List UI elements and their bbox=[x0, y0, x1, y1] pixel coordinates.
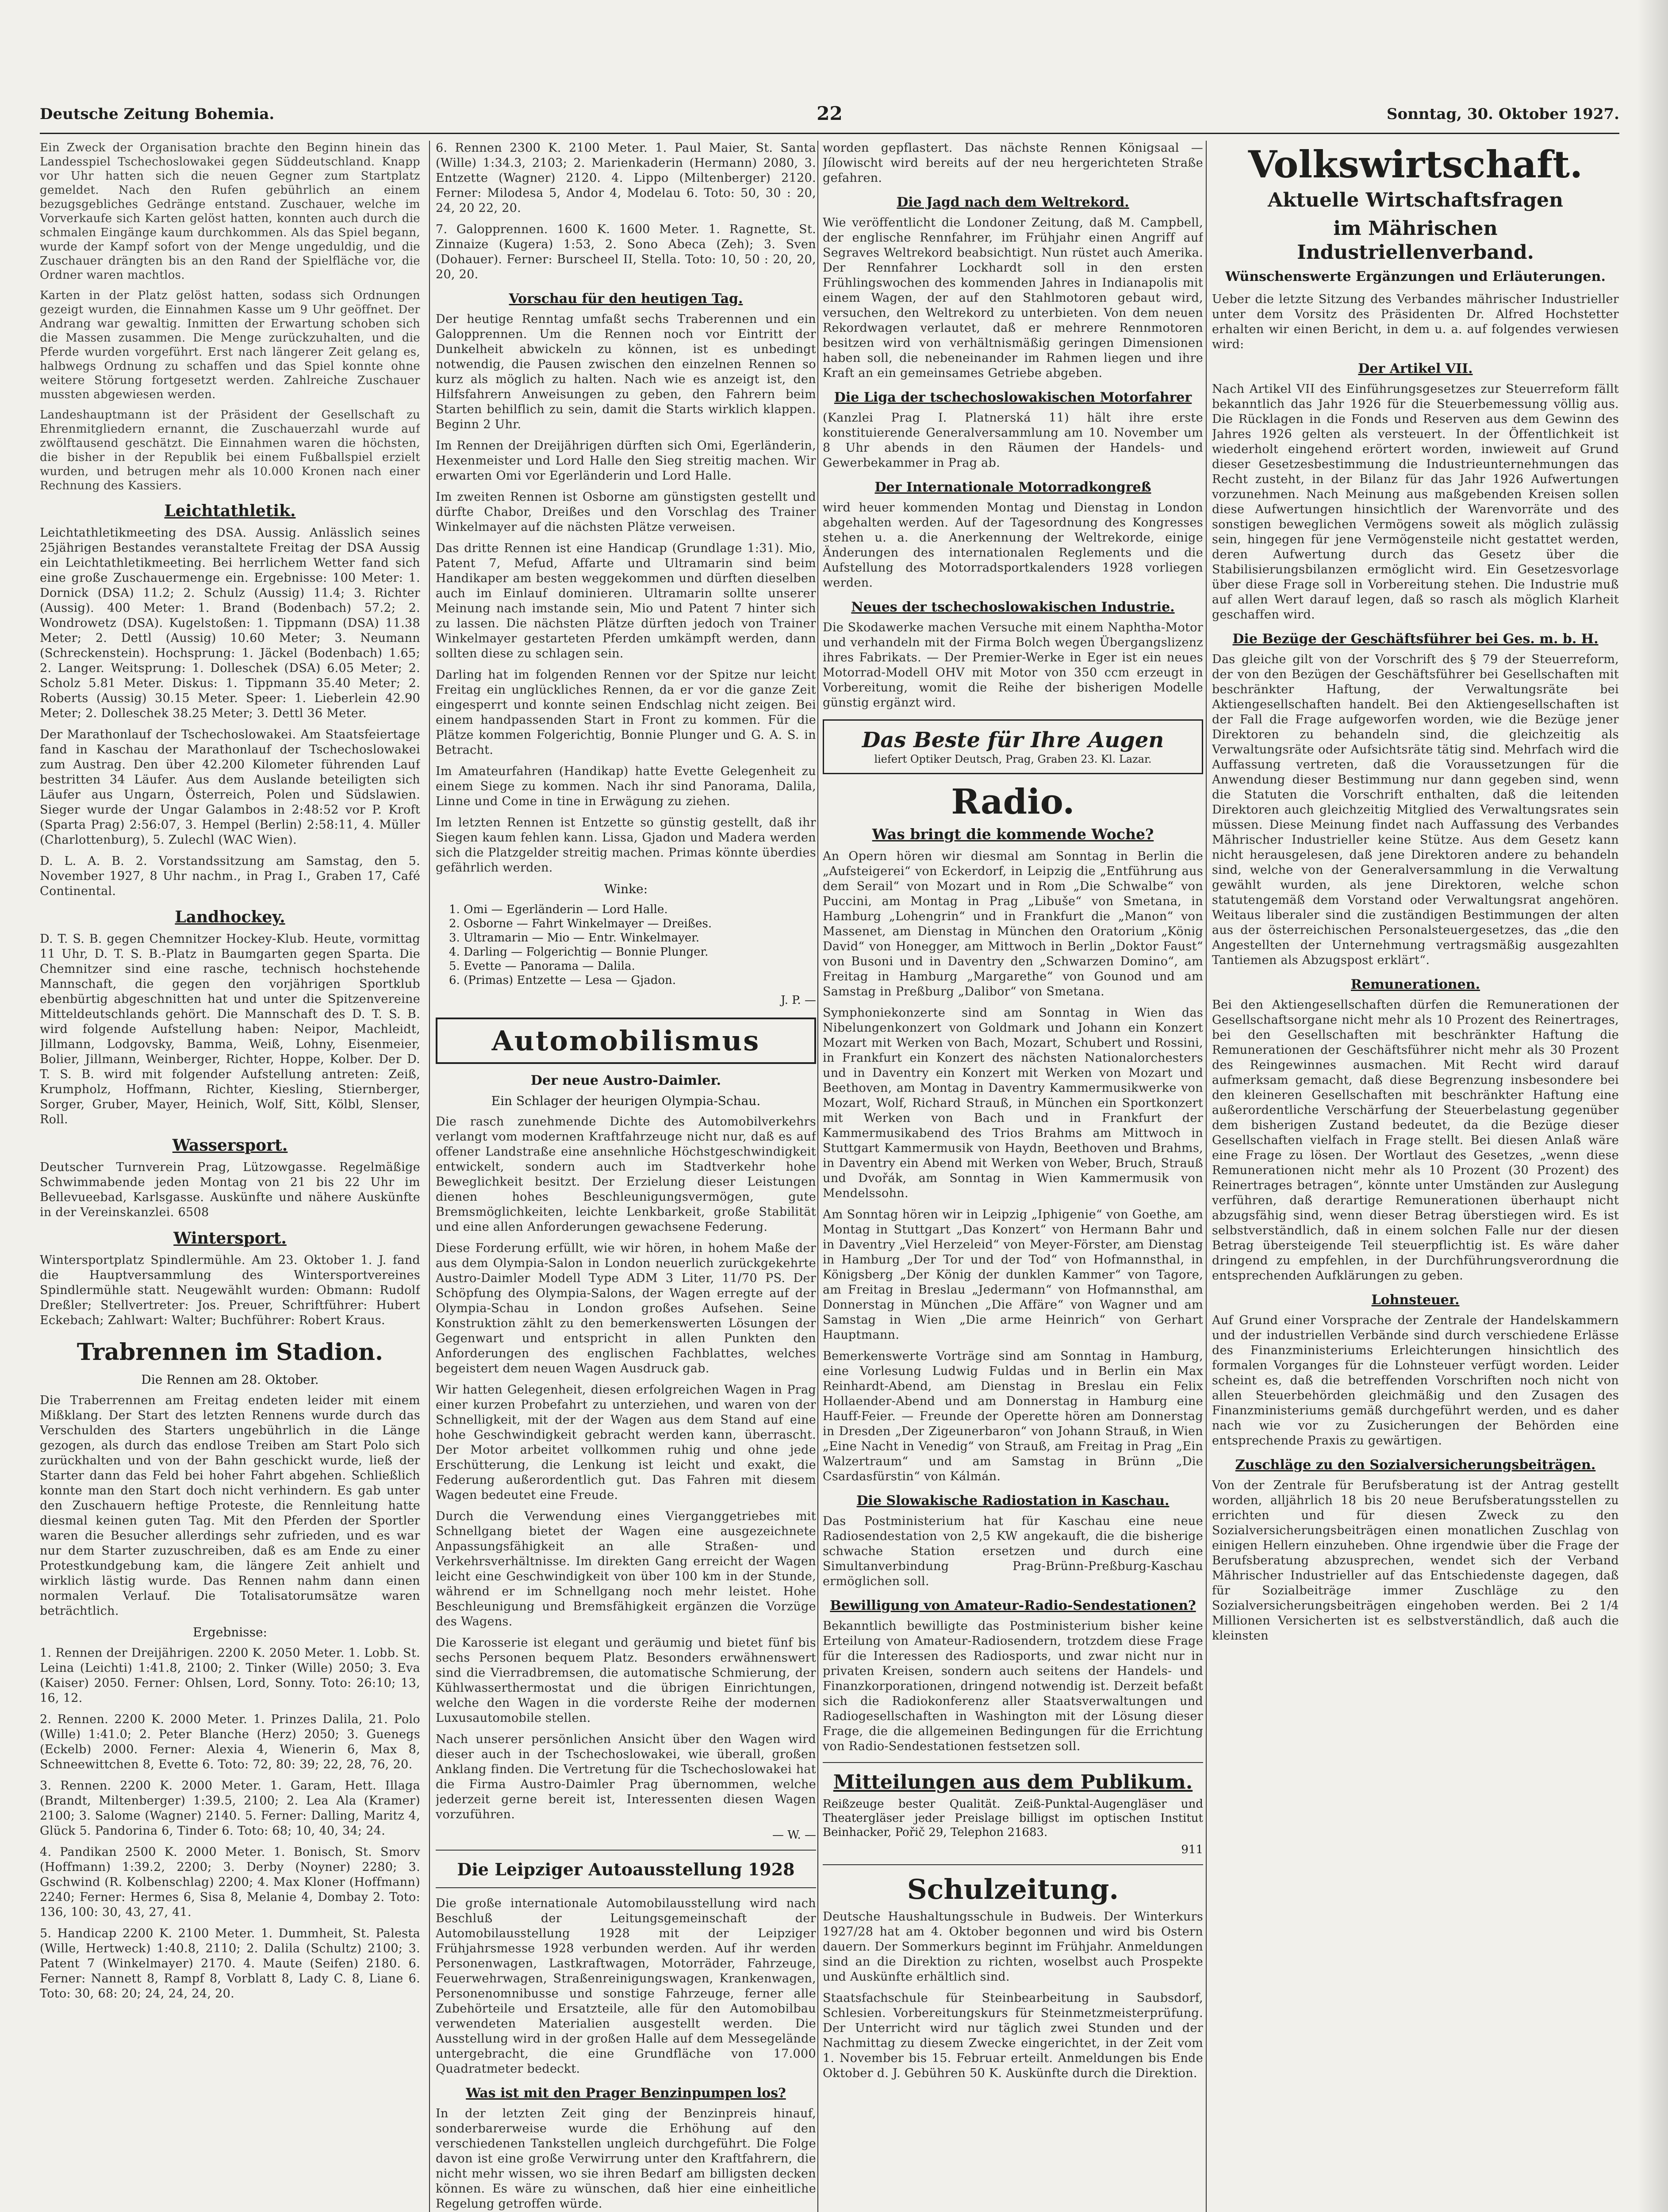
section-heading-leichtathletik: Leichtathletik. bbox=[164, 502, 296, 520]
article-paragraph: wird heuer kommenden Montag und Dienstag in London abgehalten werden. Auf der Tagesordnung des Kongresses stehen u. a. die Anerkennung der Weltrekorde, einige Änderungen des internationalen Reglements und die Aufstellung des Motorradsportkalenders 1928 vorliegen werden. bbox=[823, 501, 1203, 590]
article-paragraph: Nach unserer persönlichen Ansicht über den Wagen wird dieser auch in der Tschechoslowakei, wie überall, großen Anklang finden. Die Vertretung für die Tschechoslowakei hat die Firma Austro-Daimler Prag übernommen, welche jederzeit gerne bereit ist, Interessenten diesen Wagen vorzuführen. bbox=[436, 1732, 816, 1821]
article-paragraph: Landeshauptmann ist der Präsident der Gesellschaft zu Ehrenmitgliedern ernannt, die Zuschauerzahl wurde auf zwölftausend geschätzt. Die Einnahmen waren die höchsten, die bisher in der Republik bei einem Fußballspiel erzielt wurden, und betrugen mehr als 10.000 Kronen nach einer Rechnung des Kassiers. bbox=[40, 408, 420, 492]
tips-heading: Winke: bbox=[604, 882, 648, 896]
article-paragraph: (Kanzlei Prag I. Platnerská 11) hält ihre erste konstituierende Generalversammlung am 10. November um 8 Uhr abends in den Räumen der Handels- und Gewerbekammer in Prag ab. bbox=[823, 411, 1203, 470]
subheadline: im Mährischen Industriellenverband. bbox=[1297, 217, 1534, 264]
issue-date: Sonntag, 30. Oktober 1927. bbox=[1386, 105, 1619, 123]
result-paragraph: 1. Rennen der Dreijährigen. 2200 K. 2050 Meter. 1. Lobb. St. Leina (Leichti) 1:41.8, 2100; 2. Tinker (Wille) 2050; 3. Eva (Kaiser) 2050. Ferner: Ohlsen, Lord, Sonny. Toto: 26:10; 13, 16, 12. bbox=[40, 1646, 420, 1705]
article-paragraph: Ueber die letzte Sitzung des Verbandes mährischer Industrieller unter dem Vorsitz des Präsidenten Dr. Alfred Hochstetter erhalten wir einen Bericht, in dem u. a. auf folgendes verwiesen wird: bbox=[1212, 292, 1619, 351]
author-signature: — W. — bbox=[772, 1828, 816, 1842]
section-heading: Bewilligung von Amateur-Radio-Sendestationen? bbox=[830, 1598, 1196, 1613]
tip-item: 5. Evette — Panorama — Dalila. bbox=[449, 960, 635, 973]
article-paragraph: Das dritte Rennen ist eine Handicap (Grundlage 1:31). Mio, Patent 7, Mefud, Affarte und Ultramarin sind beim Handikaper am besten weggekommen und dürften dieselben auch im Einlauf dominieren. Ultramarin sollte unserer Meinung nach imstande sein, Mio und Patent 7 hinter sich zu lassen. Die nächsten Plätze dürften jedoch von Trainer Winkelmayer gestarteten Pferden umkämpft werden, dann sollten diese zu schlagen sein. bbox=[436, 541, 816, 661]
headline-schulzeitung: Schulzeitung. bbox=[907, 1873, 1119, 1905]
article-paragraph: Deutsche Haushaltungsschule in Budweis. Der Winterkurs 1927/28 hat am 4. Oktober begonnen und wird bis Ostern dauern. Der Sommerkurs beginnt im Frühjahr. Anmeldungen sind an die Direktion zu richten, woselbst auch Prospekte und Auskünfte erhältlich sind. bbox=[823, 1910, 1203, 1984]
article-paragraph: Deutscher Turnverein Prag, Lützowgasse. Regelmäßige Schwimmabende jeden Montag von 21 bis 22 Uhr im Bellevueebad, Karlsgasse. Auskünfte und nähere Auskünfte in der Vereinskanzlei. 6508 bbox=[40, 1160, 420, 1219]
article-paragraph: Wie veröffentlicht die Londoner Zeitung, daß M. Campbell, der englische Rennfahrer, im Frühjahr einen Angriff auf Segraves Weltrekord beabsichtigt. Nun rüstet auch Amerika. Der Rennfahrer Lockhardt soll in den ersten Frühlingswochen des kommenden Jahres in Indianapolis mit einem Wagen, der auf den Stahlmotoren gebaut wird, versuchen, den Weltrekord zu unterbieten. Von dem neuen Rekordwagen verlautet, daß er mehrere Rennmotoren besitzen wird von verhältnismäßig geringen Dimensionen haben soll, die nebeneinander im Rahmen liegen und ihre Kraft an ein gemeinsames Getriebe abgeben. bbox=[823, 216, 1203, 380]
article-paragraph: worden gepflastert. Das nächste Rennen Königsaal — Jílowischt wird bereits auf der neu hergerichteten Straße gefahren. bbox=[823, 141, 1203, 185]
tip-item: 2. Osborne — Fahrt Winkelmayer — Dreißes. bbox=[449, 917, 712, 930]
result-paragraph: 3. Rennen. 2200 K. 2000 Meter. 1. Garam, Hett. Illaga (Brandt, Miltenberger) 1:39.5, 2100; 2. Lea Ala (Kramer) 2100; 3. Salome (Wagner) 2140. 5. Ferner: Dalling, Maritz 4, Glück 5. Pandorina 6, Tinder 6. Toto: 68; 10, 40, 34; 24. bbox=[40, 1779, 420, 1838]
article-paragraph: Symphoniekonzerte sind am Sonntag in Wien das Nibelungenkonzert von Goldmark und Johann ein Konzert Mozart mit Werken von Bach, Mozart, Schubert und Rossini, in Frankfurt ein Konzert des nächsten Nationalorchesters und in Daventry ein Konzert mit Werken von Mozart und Beethoven, am Montag in Daventry Kammermusikwerke von Mozart, Wolf, Richard Strauß, in München ein Sportkonzert mit Werken von Bach und in Frankfurt der Kammermusikabend des Trios Brahms am Mittwoch in Stuttgart Kammermusik von Haydn, Beethoven und Brahms, in Daventry ein Abend mit Werken von Weber, Bruch, Strauß und Dvořák, am Sonntag in Wien Kammermusik von Mendelssohn. bbox=[823, 1006, 1203, 1200]
result-paragraph: 2. Rennen. 2200 K. 2000 Meter. 1. Prinzes Dalila, 21. Polo (Wille) 1:41.0; 2. Peter Blanche (Herz) 2050; 3. Guenegs (Eckelb) 2000. Ferner: Alexia 4, Wienerin 6, Max 8, Schneewittchen 8, Evette 6. Toto: 72, 80: 39; 22, 28, 76, 20. bbox=[40, 1713, 420, 1771]
article-paragraph: In der letzten Zeit ging der Benzinpreis hinauf, sonderbarerweise wurde die Erhöhung auf den verschiedenen Tankstellen ungleich durchgeführt. Die Folge davon ist eine große Verwirrung unter den Kraftfahrern, die nicht mehr wissen, wo sie ihren Bedarf am billigsten decken können. Es wäre zu wünschen, daß hier eine einheitliche Regelung getroffen würde. bbox=[436, 2107, 816, 2211]
page-edge-shadow bbox=[1637, 0, 1668, 2212]
article-paragraph: Leichtathletikmeeting des DSA. Aussig. Anlässlich seines 25jährigen Bestandes veranstaltete Freitag der DSA Aussig ein Leichtathletikmeeting. Bei herrlichem Wetter fand sich eine große Zuschauermenge ein. Ergebnisse: 100 Meter: 1. Dornick (DSA) 11.2; 2. Schulz (Aussig) 11.4; 3. Richter (Aussig). 400 Meter: 1. Brand (Bodenbach) 57.2; 2. Wondrowetz (DSA). Kugelstoßen: 1. Tippmann (DSA) 11.38 Meter; 2. Dettl (Aussig) 10.60 Meter; 3. Neumann (Schreckenstein). Hochsprung: 1. Jäckel (Bodenbach) 1.65; 2. Langer. Weitsprung: 1. Dolleschek (DSA) 6.05 Meter; 2. Scholz 5.81 Meter. Diskus: 1. Tippmann 35.40 Meter; 2. Roberts (Aussig) 30.15 Meter. Speer: 1. Lieberlein 42.90 Meter; 2. Dolleschek 38.25 Meter; 3. Dettl 36 Meter. bbox=[40, 526, 420, 720]
article-paragraph: Im zweiten Rennen ist Osborne am günstigsten gestellt und dürfte Chabor, Dreißes und den Vorschlag des Trainer Winkelmayer auf die nächsten Plätze verweisen. bbox=[436, 490, 816, 534]
header-rule bbox=[40, 133, 1619, 134]
tip-item: 4. Darling — Folgerichtig — Bonnie Plunger. bbox=[449, 945, 709, 959]
article-paragraph: Die Skodawerke machen Versuche mit einem Naphtha-Motor und verhandeln mit der Firma Bolch wegen Übergangslizenz ihres Fabrikats. — Der Premier-Werke in Eger ist ein neues Motorrad-Modell OHV mit Motor von 350 ccm erzeugt in Vorbereitung, womit die Reihe der bisherigen Modelle günstig ergänzt wird. bbox=[823, 621, 1203, 710]
subheadline: Was bringt die kommende Woche? bbox=[872, 826, 1154, 843]
ad-section-title: Mitteilungen aus dem Publikum. bbox=[833, 1771, 1193, 1793]
section-box-automobilismus: Automobilismus bbox=[436, 1018, 816, 1064]
tip-item: 6. (Primas) Entzette — Lesa — Gjadon. bbox=[449, 974, 676, 987]
article-paragraph: Diese Forderung erfüllt, wie wir hören, in hohem Maße der aus dem Olympia-Salon in London neuerlich zurückgekehrte Austro-Daimler Modell Type ADM 3 Liter, 11/70 PS. Der Schöpfung des Olympia-Salons, der Wagen erregte auf der Olympia-Schau in London großes Aufsehen. Seine Konstruktion zählt zu den bemerkenswerten Lösungen der Gegenwart und entspricht in allen Punkten den Anforderungen des englischen Fachblattes, welches begeistert dem neuen Wagen Ausdruck gab. bbox=[436, 1241, 816, 1375]
advertisement-optiker bbox=[823, 719, 1203, 774]
article-paragraph: Der Marathonlauf der Tschechoslowakei. Am Staatsfeiertage fand in Kaschau der Marathonlauf der Tschechoslowakei zum Austrag. Den über 42.200 Kilometer führenden Lauf bestritten 34 Läufer. Aus dem Auslande beteiligten sich Läufer aus Ungarn, Österreich, Polen und Südslawien. Sieger wurde der Ungar Galambos in 2:48:52 vor P. Kroft (Sparta Prag) 2:56:07, 3. Hempel (Berlin) 2:58:11, 4. Müller (Charlottenburg), 5. Zulechl (WAC Wien). bbox=[40, 728, 420, 847]
article-paragraph: Bekanntlich bewilligte das Postministerium bisher keine Erteilung von Amateur-Radiosendern, trotzdem diese Frage für die Interessen des Radiosports, und zwar nicht nur in privaten Kreisen, sondern auch seitens der Handels- und Finanzkorporationen, dringend notwendig ist. Derzeit befaßt sich die Radiokonferenz aller Staatsverwaltungen und Radiogesellschaften in Washington mit der Lösung dieser Frage, die die allgemeinen Bedingungen für die Errichtung von Radio-Sendestationen festsetzen soll. bbox=[823, 1619, 1203, 1753]
tip-item: 1. Omi — Egerländerin — Lord Halle. bbox=[449, 903, 668, 916]
section-heading: Die Bezüge der Geschäftsführer bei Ges. m. b. H. bbox=[1232, 631, 1599, 647]
article-paragraph: Die Traberrennen am Freitag endeten leider mit einem Mißklang. Der Start des letzten Rennens wurde durch das Verschulden des Starters ungebührlich in die Länge gezogen, als durch das endlose Treiben am Start Polo sich zurückhalten und von der Bahn geschickt wurde, ließ der Starter dann das Feld bei hoher Fahrt abgehen. Schließlich konnte man den Start doch nicht verhindern. Es gab unter den Zuschauern heftige Proteste, die Rennleitung hatte diesmal keinen guten Tag. Mit den Pferden der Sportler waren die Besucher allerdings sehr zufrieden, und es war nur dem Starter zuzuschreiben, daß es am Ende zu einer Protestkundgebung kam, die längere Zeit anhielt und wirklich lästig wurde. Das Rennen nahm dann einen normalen Verlauf. Die Totalisatorumsätze waren beträchtlich. bbox=[40, 1394, 420, 1618]
result-paragraph: 7. Galopprennen. 1600 K. 1600 Meter. 1. Ragnette, St. Zinnaize (Kugera) 1:53, 2. Sono Abeca (Zeh); 3. Sven (Dohauer). Ferner: Burscheel II, Stella. Toto: 10, 50 : 20, 20, 20, 20. bbox=[436, 223, 816, 281]
headline-benzinpumpen: Was ist mit den Prager Benzinpumpen los? bbox=[466, 2085, 786, 2101]
subheadline: Aktuelle Wirtschaftsfragen bbox=[1268, 189, 1563, 211]
separator bbox=[436, 1887, 816, 1888]
headline-volkswirtschaft: Volkswirtschaft. bbox=[1248, 142, 1583, 186]
separator bbox=[436, 1850, 816, 1851]
author-signature: J. P. — bbox=[781, 994, 816, 1007]
article-paragraph: Im Rennen der Dreijährigen dürften sich Omi, Egerländerin, Hexenmeister und Lord Halle den Sieg streitig machen. Wir erwarten Omi vor Egerländerin und Lord Halle. bbox=[436, 439, 816, 483]
tips-list bbox=[449, 902, 816, 987]
section-heading-landhockey: Landhockey. bbox=[175, 908, 285, 926]
article-paragraph: Darling hat im folgenden Rennen vor der Spitze nur leicht Freitag ein unglückliches Rennen, da er vor die ganze Zeit eingesperrt und konnte seinen Endschlag nicht zeigen. Bei einem handpassenden Start in Front zu kommen. Für die Plätze kommen Folgerichtig, Bonnie Plunger und G. A. S. in Betracht. bbox=[436, 668, 816, 757]
article-paragraph: Auf Grund einer Vorsprache der Zentrale der Handelskammern und der industriellen Verbände sind durch verschiedene Erlässe des Finanzministeriums Erleichterungen hinsichtlich des formalen Vorganges für die Lohnsteuer verfügt worden. Leider scheint es, daß die betreffenden Vorschriften noch nicht von allen Steuerbehörden gleichmäßig und den Zusagen des Finanzministeriums gemäß durchgeführt werden, und es daher nach wie vor zu Zusicherungen der Behörden eine entsprechende Praxis zu gewärtigen. bbox=[1212, 1313, 1619, 1448]
page-header bbox=[40, 105, 1619, 136]
article-paragraph: Bei den Aktiengesellschaften dürfen die Remunerationen der Gesellschaftsorgane nicht mehr als 10 Prozent des Reinertrages, bei den Gesellschaften mit beschränkter Haftung die Remunerationen der Geschäftsführer nicht mehr als 30 Prozent des Reingewinnes ausmachen. Mit Recht wird darauf aufmerksam gemacht, daß diese Begrenzung insbesondere bei den kleineren Gesellschaften mit beschränkter Haftung eine außerordentliche Verschärfung der Steuerbelastung gegenüber dem bisherigen Zustand bedeutet, da die Bezüge dieser Gesellschaften vielfach in Frage stellt. Bei diesen Anlaß wäre eine Frage zu lösen. Der Wortlaut des Gesetzes, „wenn diese Remunerationen nicht mehr als 10 Prozent (30 Prozent) des Reinertrages betragen“, könnte unter Umständen zur Auslegung verführen, daß derartige Remunerationen überhaupt nicht abzugsfähig sind, wenn dieser Betrag überstiegen wird. Es ist selbstverständlich, daß in einem solchen Falle nur der diesen Betrag übersteigende Teil steuerpflichtig ist. Es wäre daher dringend zu empfehlen, in der Durchführungsverordnung die entsprechenden Aufklärungen zu geben. bbox=[1212, 998, 1619, 1283]
column-3 bbox=[823, 141, 1203, 2212]
section-heading: Die Liga der tschechoslowakischen Motorfahrer bbox=[834, 390, 1192, 405]
article-paragraph: Durch die Verwendung eines Vierganggetriebes mit Schnellgang bietet der Wagen eine ausgezeichnete Anpassungsfähigkeit an alle Straßen- und Verkehrsverhältnisse. Im direkten Gang erreicht der Wagen leicht eine Geschwindigkeit von über 100 km in der Stunde, während er im Schnellgang noch mehr leistet. Hohe Beschleunigung und Bremsfähigkeit ergänzen die Vorzüge des Wagens. bbox=[436, 1509, 816, 1628]
result-paragraph: 4. Pandikan 2500 K. 2000 Meter. 1. Bonisch, St. Smorv (Hoffmann) 1:39.2, 2200; 3. Derby (Noyner) 2280; 3. Gschwind (R. Kolbenschlag) 2200; 4. Max Kloner (Hoffmann) 2240; Ferner: Hermes 6, Sisa 8, Melanie 4, Dombay 2. Toto: 136, 100: 30, 43, 27, 41. bbox=[40, 1845, 420, 1919]
section-heading: Die Jagd nach dem Weltrekord. bbox=[897, 195, 1129, 210]
headline-trabrennen: Trabrennen im Stadion. bbox=[77, 1339, 383, 1366]
section-heading: Zuschläge zu den Sozialversicherungsbeiträgen. bbox=[1235, 1457, 1596, 1473]
separator bbox=[823, 1864, 1203, 1865]
subheadline: Die Rennen am 28. Oktober. bbox=[141, 1372, 319, 1387]
ad-headline: Das Beste für Ihre Augen bbox=[862, 728, 1164, 753]
ad-text: liefert Optiker Deutsch, Prag, Graben 23. Kl. Lazar. bbox=[874, 753, 1152, 765]
column-rule bbox=[429, 141, 430, 2212]
masthead: Deutsche Zeitung Bohemia. bbox=[40, 105, 275, 123]
column-4 bbox=[1212, 141, 1619, 2212]
advertisement-publikum bbox=[823, 1771, 1203, 1856]
section-heading: Der Artikel VII. bbox=[1358, 361, 1473, 376]
column-rule bbox=[1206, 141, 1207, 2212]
results-heading: Ergebnisse: bbox=[193, 1625, 267, 1640]
subheadline: Ein Schlager der heurigen Olympia-Schau. bbox=[491, 1094, 761, 1108]
article-paragraph: Wir hatten Gelegenheit, diesen erfolgreichen Wagen in Prag einer kurzen Probefahrt zu unterziehen, und waren von der Schnelligkeit, mit der der Wagen aus dem Stand auf eine hohe Geschwindigkeit gebracht werden kann, überrascht. Der Motor arbeitet vollkommen ruhig und ohne jede Erschütterung, die Lenkung ist leicht und exakt, die Federung außerordentlich gut. Das Fahren mit diesem Wagen bedeutet eine Freude. bbox=[436, 1383, 816, 1502]
section-heading: Der Internationale Motorradkongreß bbox=[874, 480, 1151, 495]
article-paragraph: D. L. A. B. 2. Vorstandssitzung am Samstag, den 5. November 1927, 8 Uhr nachm., in Prag I., Graben 17, Café Continental. bbox=[40, 854, 420, 898]
ad-text: Reißzeuge bester Qualität. Zeiß-Punktal-Augengläser und Theatergläser jeder Preislage billigst im optischen Institut Beinhacker, Pořič 29, Telephon 21683. bbox=[823, 1797, 1203, 1839]
section-heading: Lohnsteuer. bbox=[1371, 1292, 1460, 1308]
section-heading-wintersport: Wintersport. bbox=[173, 1229, 287, 1248]
result-paragraph: 6. Rennen 2300 K. 2100 Meter. 1. Paul Maier, St. Santa (Wille) 1:34.3, 2103; 2. Marienkaderin (Hermann) 2080, 3. Entzette (Wagner) 2120. 4. Lippo (Miltenberger) 2120. Ferner: Milodesa 5, Andor 4, Modelau 6. Toto: 50, 30 : 20, 24, 20 22, 20. bbox=[436, 141, 816, 215]
article-paragraph: Wintersportplatz Spindlermühle. Am 23. Oktober 1. J. fand die Hauptversammlung des Wintersportvereines Spindlermühle statt. Neugewählt wurden: Obmann: Rudolf Dreßler; Stellvertreter: Jos. Preuer, Schriftführer: Hubert Eckebach; Zahlwart: Walter; Buchführer: Robert Kraus. bbox=[40, 1253, 420, 1327]
subheadline: Wünschenswerte Ergänzungen und Erläuterungen. bbox=[1225, 269, 1606, 284]
separator bbox=[823, 1762, 1203, 1763]
headline-austro-daimler: Der neue Austro-Daimler. bbox=[530, 1073, 721, 1088]
section-heading-vorschau: Vorschau für den heutigen Tag. bbox=[509, 291, 743, 307]
headline-leipzig: Die Leipziger Autoausstellung 1928 bbox=[457, 1859, 795, 1879]
article-paragraph: Bemerkenswerte Vorträge sind am Sonntag in Hamburg, eine Vorlesung Ludwig Fuldas und in Berlin ein Max Reinhardt-Abend, am Dienstag in Breslau ein Felix Hollaender-Abend und am Donnerstag in Hamburg eine Hauff-Feier. — Freunde der Operette hören am Donnerstag in Dresden „Der Zigeunerbaron“ von Johann Strauß, in Wien „Eine Nacht in Venedig“ von Strauß, am Freitag in Prag „Ein Walzertraum“ und am Samstag in Brünn „Die Csardasfürstin“ von Kálmán. bbox=[823, 1349, 1203, 1483]
article-paragraph: Der heutige Renntag umfaßt sechs Traberennen und ein Galopprennen. Um die Rennen noch vor Eintritt der Dunkelheit abwickeln zu können, ist es unbedingt notwendig, die Pausen zwischen den einzelnen Rennen so kurz als möglich zu halten. Nach wie es anzeigt ist, den Hilfsfahrern Anweisungen zu geben, den Fahrern beim Starten behilflich zu sein, damit die Starts wirklich klappen. Beginn 2 Uhr. bbox=[436, 312, 816, 431]
article-paragraph: Am Sonntag hören wir in Leipzig „Iphigenie“ von Goethe, am Montag in Stuttgart „Das Konzert“ von Hermann Bahr und in Daventry „Viel Herzeleid“ von Meyer-Förster, am Dienstag in Hamburg „Der Tor und der Tod“ von Hofmannsthal, in Königsberg „Der König der dunklen Kammer“ von Tagore, am Freitag in Breslau „Jedermann“ von Hofmannsthal, am Donnerstag in München „Die Affäre“ von Wagner und am Samstag in Wien „Die arme Heinrich“ von Gerhart Hauptmann. bbox=[823, 1208, 1203, 1342]
column-rule bbox=[817, 141, 818, 2212]
article-paragraph: Ein Zweck der Organisation brachte den Beginn hinein das Landesspiel Tschechoslowakei gegen Süddeutschland. Knapp vor Uhr hatten sich die neuen Gegner zum Startplatz gemeldet. Nach den Rufen gebührlich an einem bezugsgebliches Gedränge entstand. Zuschauer, welche im Vorverkaufe sich Karten gelöst hatten, konnten auch durch die schmalen Eingänge kaum durchkommen. Als das Spiel begann, wurde der Kampf sofort von der Menge ungeduldig, und die Zuschauer drängten bis an den Rand der Spielfläche vor, die Ordner waren machtlos. bbox=[40, 141, 420, 282]
tip-item: 3. Ultramarin — Mio — Entr. Winkelmayer. bbox=[449, 931, 700, 945]
article-paragraph: Das gleiche gilt von der Vorschrift des § 79 der Steuerreform, der von den Bezügen der Geschäftsführer bei Gesellschaften mit beschränkter Haftung, der Verwaltungsräte bei Aktiengesellschaften handelt. Bei den Aktiengesellschaften ist der Fall die Frage aufgeworfen worden, wie die Bezüge jener Direktoren zu behandeln sind, die gleichzeitig als Verwaltungsräte oder Aufsichtsräte tätig sind. Mehrfach wird die Auffassung vertreten, daß die Voraussetzungen für die Anwendung dieser Bestimmung nur dann gegeben sind, wenn die Statuten die Vorschrift enthalten, daß die leitenden Direktoren auch gleichzeitig Mitglied des Verwaltungsrates sein müssen. Diese Meinung findet nach Auffassung des Verbandes Mährischer Industrieller keine Stütze. Aus dem Gesetz kann nicht herausgelesen, daß jene Direktoren andere zu behandeln sind, welche von der Generalversammlung in die Verwaltung gewählt wurden, als jene Direktoren, welche schon statutengemäß dem Vorstand oder Verwaltungsrat angehören. Weitaus liberaler sind die zuständigen Bestimmungen der alten aus der österreichischen Personalsteuergesetzes, das „die den Angestellten der Unternehmung vertragsmäßig ausgezahlten Tantiemen als Abzugspost erklärt“. bbox=[1212, 653, 1619, 967]
column-2 bbox=[436, 141, 816, 2212]
article-paragraph: Nach Artikel VII des Einführungsgesetzes zur Steuerreform fällt bekanntlich das Jahr 1926 für die Steuerbemessung völlig aus. Die Rücklagen in die Fonds und Reserven aus dem Gewinn des Jahres 1926 gelten als versteuert. In der Öffentlichkeit ist wiederholt eingehend erörtert worden, inwieweit auf Grund dieser Gesetzesbestimmung die Industrieunternehmungen das Recht zusteht, in der Bilanz für das Jahr 1926 Aufwertungen vorzunehmen. Nach Meinung aus maßgebenden Kreisen sollen diese Aufwertungen hinsichtlich der Warenvorräte und des sonstigen beweglichen Vermögens soweit als möglich zulässig sein, hingegen für jene Vermögensteile nicht gestattet werden, deren Aufwertung durch das Gesetz über die Stabilisierungsbilanzen ermöglicht wird. Ein Gesetzesvorlage über diese Frage soll in Vorbereitung stehen. Die Industrie muß auf allen Wert darauf legen, daß so rasch als möglich Klarheit geschaffen wird. bbox=[1212, 382, 1619, 622]
result-paragraph: 5. Handicap 2200 K. 2100 Meter. 1. Dummheit, St. Palesta (Wille, Hertweck) 1:40.8, 2110; 2. Dalila (Schultz) 2100; 3. Patent 7 (Winkelmayer) 2170. 4. Maute (Seifen) 2180. 6. Ferner: Nannett 8, Rampf 8, Vorblatt 8, Lady C. 8, Liane 6. Toto: 30, 68: 20; 24, 24, 24, 20. bbox=[40, 1927, 420, 2001]
article-paragraph: Die Karosserie ist elegant und geräumig und bietet fünf bis sechs Personen bequem Platz. Besonders erwähnenswert sind die Vierradbremsen, die automatische Schmierung, der Kühlwasserthermostat und die übrigen Einrichtungen, welche den Wagen in die vorderste Reihe der modernen Luxusautomobile stellen. bbox=[436, 1636, 816, 1725]
headline-radio: Radio. bbox=[951, 782, 1075, 822]
article-paragraph: Die rasch zunehmende Dichte des Automobilverkehrs verlangt vom modernen Kraftfahrzeuge nicht nur, daß es auf offener Landstraße eine ansehnliche Höchstgeschwindigkeit entwickelt, sondern auch im Stadtverkehr hohe Beweglichkeit besitzt. Der Erzielung dieser Leistungen dienen hohes Beschleunigungsvermögen, gute Bremsmöglichkeiten, leichte Lenkbarkeit, große Stabilität und eine allen Anforderungen gewachsene Federung. bbox=[436, 1115, 816, 1234]
page-number: 22 bbox=[817, 103, 843, 124]
section-heading: Die Slowakische Radiostation in Kaschau. bbox=[856, 1493, 1170, 1509]
article-paragraph: Im letzten Rennen ist Entzette so günstig gestellt, daß ihr Siegen kaum fehlen kann. Lissa, Gjadon und Madera werden sich die Platzgelder streitig machen. Primas könnte überdies gefährlich werden. bbox=[436, 816, 816, 875]
article-paragraph: Das Postministerium hat für Kaschau eine neue Radiosendestation von 2,5 KW angekauft, die die bisherige schwache Station ersetzen und durch eine Simultanverbindung Prag-Brünn-Preßburg-Kaschau ermöglichen soll. bbox=[823, 1514, 1203, 1588]
article-paragraph: Von der Zentrale für Berufsberatung ist der Antrag gestellt worden, alljährlich 18 bis 20 neue Berufsberatungsstellen zu errichten und für diesen Zweck zu den Sozialversicherungsbeiträgen einen monatlichen Zuschlag von einigen Hellern einzuheben. Ohne irgendwie über die Frage der Berufsberatung abzusprechen, wendet sich der Verband Mährischer Industrieller auf das Entschiedenste dagegen, daß für Sozialbeiträge immer Zuschläge zu den Sozialversicherungsbeiträgen eingehoben werden. Bei 2 1/4 Millionen Versicherten ist es selbstverständlich, daß auch die kleinsten bbox=[1212, 1479, 1619, 1643]
ad-number: 911 bbox=[1181, 1843, 1203, 1856]
article-paragraph: An Opern hören wir diesmal am Sonntag in Berlin die „Aufsteigerei“ von Eckerdorf, in Leipzig die „Entführung aus dem Serail“ von Mozart und in Rom „Die Schwalbe“ von Puccini, am Montag in Prag „Libuše“ von Smetana, in Hamburg „Lohengrin“ und in Frankfurt die „Manon“ von Massenet, am Dienstag in München den Oratorium „König David“ von Honegger, am Mittwoch in Berlin „Doktor Faust“ von Busoni und in Daventry den „Schwarzen Domino“, am Freitag in Hamburg „Margarethe“ von Gounod und am Samstag in Preßburg „Dalibor“ von Smetana. bbox=[823, 849, 1203, 998]
column-1 bbox=[40, 141, 420, 2212]
article-paragraph: D. T. S. B. gegen Chemnitzer Hockey-Klub. Heute, vormittag 11 Uhr, D. T. S. B.-Platz in Baumgarten gegen Sparta. Die Chemnitzer sind eine rasche, technisch hochstehende Mannschaft, die gegen den vorjährigen Sportklub ebenbürtig abgeschnitten hat und unter die Spitzenvereine Mitteldeutschlands gehört. Die Mannschaft des D. T. S. B. wird folgende Aufstellung haben: Neipor, Machleidt, Jillmann, Lodgovsky, Bamma, Weiß, Lohny, Eisenmeier, Bolier, Jillmann, Weinberger, Richter, Hoppe, Kolber. Der D. T. S. B. wird mit folgender Aufstellung antreten: Zeiß, Krumpholz, Hoffmann, Richter, Kiesling, Stiernberger, Sorger, Gruber, Mayer, Heinich, Wolf, Sitt, Kölbl, Slenser, Roll. bbox=[40, 932, 420, 1126]
article-paragraph: Staatsfachschule für Steinbearbeitung in Saubsdorf, Schlesien. Vorbereitungskurs für Steinmetzmeisterprüfung. Der Unterricht wird nur täglich zwei Stunden und der Nachmittag zu diesem Zwecke eingerichtet, in der Zeit vom 1. November bis 15. Februar erteilt. Anmeldungen bis Ende Oktober d. J. Gebühren 50 K. Auskünfte durch die Direktion. bbox=[823, 1991, 1203, 2080]
article-paragraph: Die große internationale Automobilausstellung wird nach Beschluß der Leitungsgemeinschaft der Automobilausstellung 1928 mit der Leipziger Frühjahrsmesse 1928 verbunden werden. Auf ihr werden Personenwagen, Lastkraftwagen, Motorräder, Fahrzeuge, Feuerwehrwagen, Straßenreinigungswagen, Krankenwagen, Personenomnibusse und sonstige Fahrzeuge, ferner alle Zubehörteile und Ersatzteile, alle für den Automobilbau verwendeten Materialien ausgestellt werden. Die Ausstellung wird in der großen Halle auf dem Messegelände untergebracht, die eine Grundfläche von 17.000 Quadratmeter bedeckt. bbox=[436, 1897, 816, 2076]
section-heading-wassersport: Wassersport. bbox=[172, 1136, 288, 1155]
article-paragraph: Im Amateurfahren (Handikap) hatte Evette Gelegenheit zu einem Siege zu kommen. Nach ihr sind Panorama, Dalila, Linne und Come in tine in Erwägung zu ziehen. bbox=[436, 764, 816, 808]
article-paragraph: Karten in der Platz gelöst hatten, sodass sich Ordnungen gezeigt wurden, die Einnahmen Kasse um 9 Uhr geöffnet. Der Andrang war gewaltig. Inmitten der Erwartung schoben sich die Massen zusammen. Die Menge zurückzuhalten, und die Pferde wurden vorgeführt. Erst nach längerer Zeit gelang es, halbwegs Ordnung zu schaffen und das Spiel konnte ohne weitere Störung fortgesetzt werden. Zahlreiche Zuschauer mussten abgewiesen werden. bbox=[40, 289, 420, 401]
section-heading: Neues der tschechoslowakischen Industrie. bbox=[851, 599, 1175, 615]
section-heading: Remunerationen. bbox=[1350, 977, 1480, 992]
